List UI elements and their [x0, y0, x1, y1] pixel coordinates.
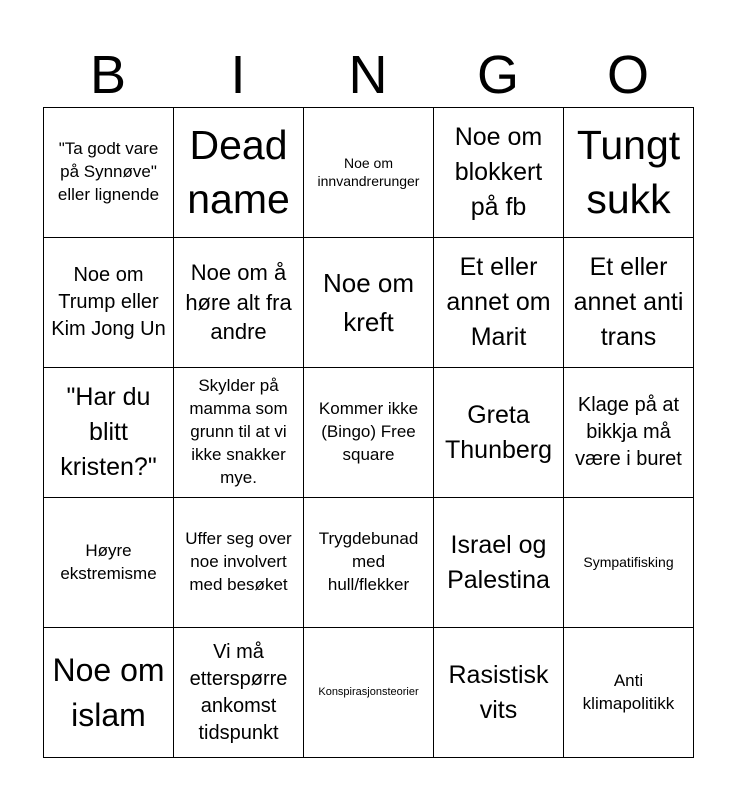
- bingo-cell-r1-c1[interactable]: [44, 108, 174, 238]
- cell-text: Et eller annet anti trans: [573, 253, 684, 351]
- cell-text: Dead name: [187, 122, 290, 222]
- bingo-cell-r1-c3[interactable]: [304, 108, 434, 238]
- bingo-header: [43, 42, 693, 108]
- bingo-cell-r4-c3[interactable]: [304, 498, 434, 628]
- bingo-cell-r2-c5[interactable]: [564, 238, 694, 368]
- cell-text: Konspirasjonsteorier: [318, 685, 419, 698]
- header-letter-n: N: [348, 45, 388, 105]
- cell-text: Trygdebunad med hull/flekker: [318, 529, 419, 594]
- bingo-cell-r3-c5[interactable]: [564, 368, 694, 498]
- header-letter-i: I: [230, 45, 246, 105]
- header-letter-o: O: [606, 45, 649, 105]
- cell-text: "Har du blitt kristen?": [60, 383, 157, 481]
- cell-text: Kommer ikke (Bingo) Free square: [318, 399, 419, 464]
- cell-text: Uffer seg over noe involvert med besøket: [185, 529, 292, 594]
- bingo-grid: [43, 107, 694, 758]
- cell-text: Noe om innvandrerunger: [317, 155, 420, 189]
- cell-text: Høyre ekstremisme: [60, 540, 157, 583]
- bingo-cell-r1-c5[interactable]: [564, 108, 694, 238]
- bingo-cell-r1-c4[interactable]: [434, 108, 564, 238]
- cell-text: Et eller annet om Marit: [446, 253, 551, 351]
- cell-text: Noe om blokkert på fb: [454, 123, 543, 221]
- header-letter-g: G: [476, 45, 519, 105]
- cell-text: Klage på at bikkja må være i buret: [575, 394, 682, 470]
- cell-text: Rasistisk vits: [448, 660, 549, 724]
- bingo-cell-r5-c5[interactable]: [564, 628, 694, 758]
- bingo-cell-r4-c4[interactable]: [434, 498, 564, 628]
- bingo-cell-r2-c2[interactable]: [174, 238, 304, 368]
- cell-text: Noe om å høre alt fra andre: [185, 259, 292, 345]
- bingo-cell-r3-c1[interactable]: [44, 368, 174, 498]
- bingo-cell-r2-c4[interactable]: [434, 238, 564, 368]
- bingo-cell-r5-c1[interactable]: [44, 628, 174, 758]
- cell-text: Skylder på mamma som grunn til at vi ikke snakker mye.: [189, 376, 288, 487]
- cell-text: Greta Thunberg: [444, 400, 553, 464]
- bingo-cell-r2-c3[interactable]: [304, 238, 434, 368]
- bingo-cell-r3-c2[interactable]: [174, 368, 304, 498]
- bingo-cell-r5-c2[interactable]: [174, 628, 304, 758]
- bingo-cell-r5-c3[interactable]: [304, 628, 434, 758]
- cell-text: Sympatifisking: [583, 553, 674, 570]
- bingo-cell-r5-c4[interactable]: [434, 628, 564, 758]
- cell-text: Tungt sukk: [576, 122, 681, 222]
- bingo-cell-r4-c2[interactable]: [174, 498, 304, 628]
- bingo-cell-r3-c4[interactable]: [434, 368, 564, 498]
- cell-text: Israel og Palestina: [447, 530, 550, 594]
- bingo-cell-r4-c1[interactable]: [44, 498, 174, 628]
- bingo-cell-r2-c1[interactable]: [44, 238, 174, 368]
- bingo-cell-r4-c5[interactable]: [564, 498, 694, 628]
- cell-text: "Ta godt vare på Synnøve" eller lignende: [57, 139, 160, 204]
- cell-text: Noe om Trump eller Kim Jong Un: [51, 264, 166, 340]
- cell-text: Vi må etterspørre ankomst tidspunkt: [189, 640, 288, 744]
- header-letter-b: B: [89, 45, 127, 105]
- cell-text: Noe om islam: [52, 651, 165, 733]
- bingo-cell-r3-c3[interactable]: [304, 368, 434, 498]
- cell-text: Noe om kreft: [322, 267, 415, 337]
- bingo-cell-r1-c2[interactable]: [174, 108, 304, 238]
- cell-text: Anti klimapolitikk: [582, 670, 675, 713]
